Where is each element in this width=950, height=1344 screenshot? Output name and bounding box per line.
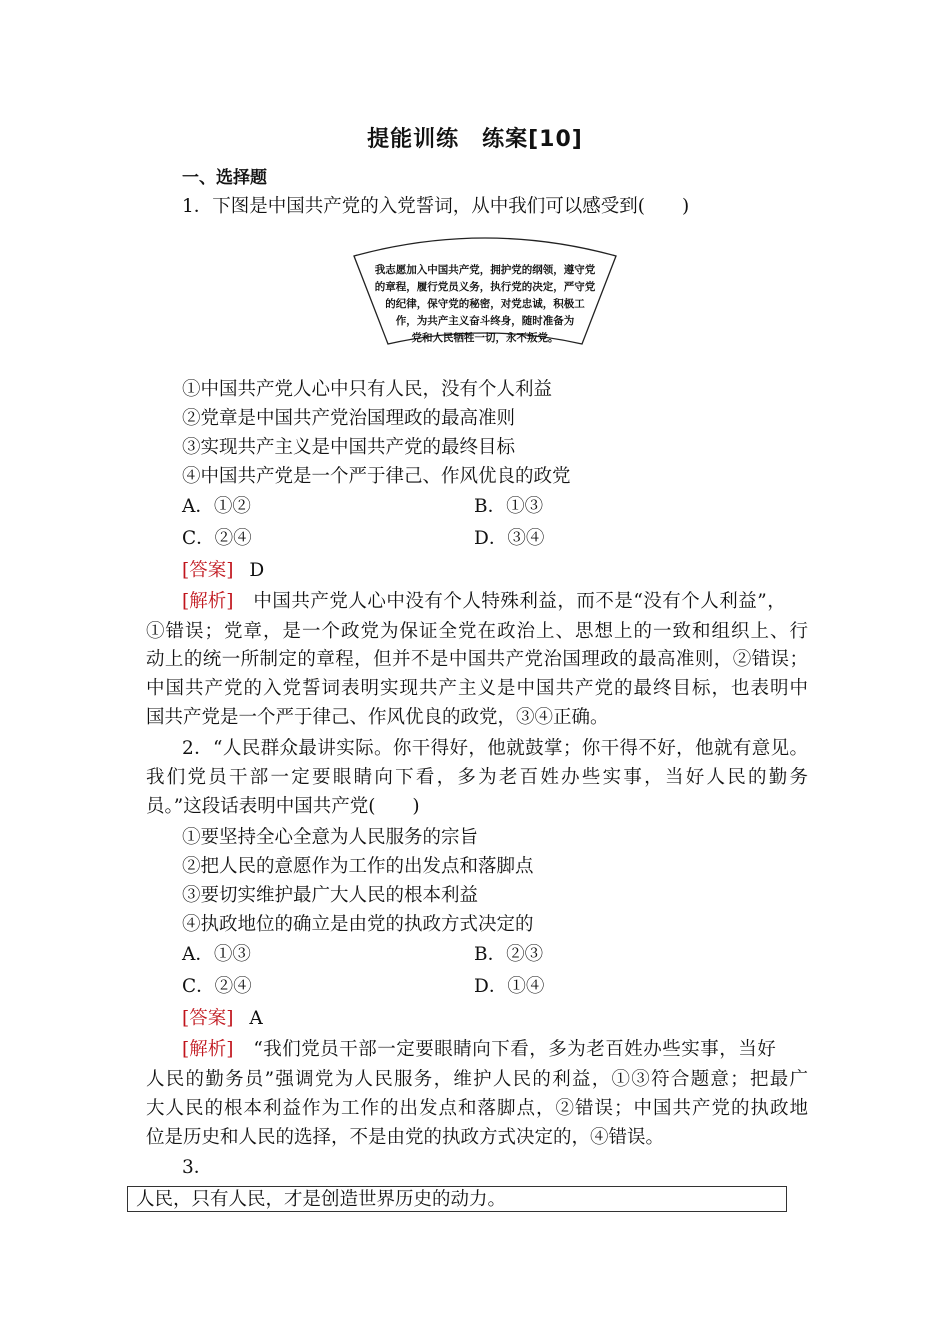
q2-option-1: ①要坚持全心全意为人民服务的宗旨 bbox=[182, 827, 479, 848]
q1-analysis-first bbox=[182, 588, 786, 616]
q2-analysis-line: 位是历史和人民的选择，不是由党的执政方式决定的，④错误。 bbox=[146, 1127, 665, 1148]
q2-analysis-line: 大人民的根本利益作为工作的出发点和落脚点，②错误；中国共产党的执政地 bbox=[146, 1098, 808, 1119]
q2-choice-b: B．②③ bbox=[474, 944, 544, 965]
q2-stem-line: 我们党员干部一定要眼睛向下看，多为老百姓办些实事，当好人民的勤务 bbox=[146, 767, 808, 788]
oath-line: 我志愿加入中国共产党，拥护党的纲领，遵守党 bbox=[374, 264, 596, 276]
analysis-text: “我们党员干部一定要眼睛向下看，多为老百姓办些实事，当好 bbox=[253, 1039, 777, 1060]
answer-value: D bbox=[249, 560, 265, 581]
oath-text bbox=[368, 262, 602, 347]
q1-analysis-line: ①错误；党章，是一个政党为保证全党在政治上、思想上的一致和组织上、行 bbox=[146, 621, 808, 642]
q2-stem-line: 2．“人民群众最讲实际。你干得好，他就鼓掌；你干得不好，他就有意见。 bbox=[182, 738, 808, 759]
q3-number: 3． bbox=[182, 1157, 213, 1178]
oath-line: 作，为共产主义奋斗终身，随时准备为 bbox=[395, 315, 575, 327]
q2-choice-a: A．①③ bbox=[182, 944, 251, 965]
q1-stem: 1．下图是中国共产党的入党誓词，从中我们可以感受到( ) bbox=[182, 196, 690, 217]
answer-value: A bbox=[249, 1008, 263, 1029]
answer-label: [答案] bbox=[182, 1008, 234, 1029]
analysis-label: [解析] bbox=[182, 1039, 234, 1060]
q1-answer bbox=[182, 557, 264, 585]
q1-choice-a: A．①② bbox=[182, 496, 251, 517]
q2-answer bbox=[182, 1005, 263, 1033]
q2-analysis-first bbox=[182, 1036, 776, 1064]
analysis-label: [解析] bbox=[182, 591, 234, 612]
q1-option-3: ③实现共产主义是中国共产党的最终目标 bbox=[182, 437, 516, 458]
oath-line: 的章程，履行党员义务，执行党的决定，严守党 bbox=[374, 281, 596, 293]
q1-option-1: ①中国共产党人心中只有人民，没有个人利益 bbox=[182, 379, 553, 400]
q1-choice-d: D．③④ bbox=[474, 528, 545, 549]
answer-label: [答案] bbox=[182, 560, 234, 581]
q3-quote-box: 人民，只有人民，才是创造世界历史的动力。 bbox=[127, 1186, 787, 1212]
analysis-text: 中国共产党人心中没有个人特殊利益，而不是“没有个人利益”， bbox=[253, 591, 787, 612]
q2-option-4: ④执政地位的确立是由党的执政方式决定的 bbox=[182, 914, 534, 935]
q1-choice-b: B．①③ bbox=[474, 496, 544, 517]
q1-analysis-line: 国共产党是一个严于律己、作风优良的政党，③④正确。 bbox=[146, 707, 609, 728]
q2-choice-d: D．①④ bbox=[474, 976, 545, 997]
q2-option-2: ②把人民的意愿作为工作的出发点和落脚点 bbox=[182, 856, 534, 877]
q2-option-3: ③要切实维护最广大人民的根本利益 bbox=[182, 885, 479, 906]
q1-choice-c: C．②④ bbox=[182, 528, 252, 549]
q2-choice-c: C．②④ bbox=[182, 976, 252, 997]
section-heading: 一、选择题 bbox=[182, 168, 267, 188]
oath-line: 党和人民牺牲一切，永不叛党。 bbox=[411, 332, 559, 344]
q1-option-4: ④中国共产党是一个严于律己、作风优良的政党 bbox=[182, 466, 571, 487]
q1-analysis-line: 动上的统一所制定的章程，但并不是中国共产党治国理政的最高准则，②错误； bbox=[146, 649, 808, 670]
oath-line: 的纪律，保守党的秘密，对党忠诚，积极工 bbox=[385, 298, 585, 310]
q2-analysis-line: 人民的勤务员”强调党为人民服务，维护人民的利益，①③符合题意；把最广 bbox=[146, 1069, 808, 1090]
q1-analysis-line: 中国共产党的入党誓词表明实现共产主义是中国共产党的最终目标，也表明中 bbox=[146, 678, 808, 699]
q2-stem-line: 员。”这段话表明中国共产党( ) bbox=[146, 796, 420, 817]
q1-option-2: ②党章是中国共产党治国理政的最高准则 bbox=[182, 408, 516, 429]
page-title: 提能训练 练案[10] bbox=[367, 127, 583, 152]
oath-fan-figure bbox=[350, 226, 620, 366]
